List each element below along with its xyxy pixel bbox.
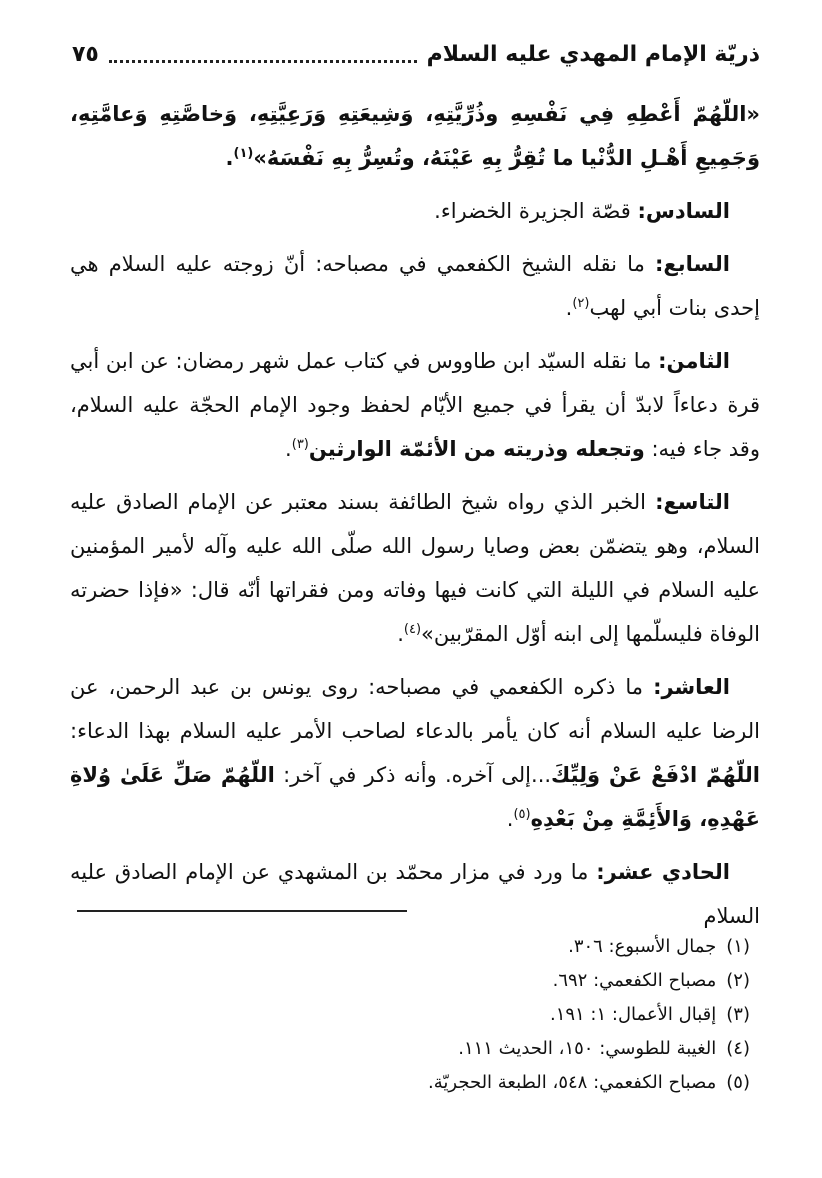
footnote-item [62,1066,760,1100]
footnote-number: (١) [726,936,750,957]
seventh-text: ما نقله الشيخ الكفعمي في مصباحه: أنّ زوجته عليه السلام هي إحدى بنات أبي لهب [70,252,760,320]
footnote-ref-1[interactable]: (١) [233,146,254,161]
sixth-heading: السادس: [637,199,730,223]
tenth-text-2: ...إلى آخره. وأنه ذكر في آخر: [274,763,552,787]
eighth-end: . [285,437,292,461]
tenth-prayer-2: اللّهُمّ صَلِّ عَلَىٰ وُلاةِ عَهْدِهِ، وَالأَئِمَّةِ مِنْ بَعْدِهِ [70,763,760,831]
prayer-end: . [225,146,234,170]
footnote-item [62,1032,760,1066]
eleventh-text: ما ورد في مزار محمّد بن المشهدي عن الإمام الصادق عليه السلام [70,860,760,928]
footnotes [62,930,760,1100]
footnote-text: إقبال الأعمال: ١: ١٩١. [549,1004,717,1025]
footnote-text: الغيبة للطوسي: ١٥٠، الحديث ١١١. [458,1038,717,1059]
tenth-end: . [506,807,514,831]
footnote-number: (٥) [726,1072,750,1093]
page-number: ٧٥ [72,41,99,67]
paragraph-ninth [70,480,760,656]
running-header [72,34,760,74]
seventh-end: . [565,296,573,320]
eleventh-heading: الحادي عشر: [596,860,730,884]
paragraph-tenth [70,665,760,841]
footnote-text: جمال الأسبوع: ٣٠٦. [568,936,717,957]
seventh-heading: السابع: [655,252,730,276]
footnote-number: (٢) [726,970,750,991]
footnote-divider [77,910,407,912]
ninth-text: الخبر الذي رواه شيخ الطائفة بسند معتبر عن الإمام الصادق عليه السلام، وهو يتضمّن بعض وصايا رسول الله صلّى الله عليه وآله لأمير المؤمنين عليه السلام في الليلة التي كانت فيها وفاته ومن فقراتها أنّه قال: «فإذا حضرته الوفاة فليسلّمها إلى ابنه أوّل المقرّبين» [70,490,760,646]
eighth-heading: الثامن: [658,349,730,373]
footnote-text: مصباح الكفعمي: ٥٤٨، الطبعة الحجريّة. [428,1072,717,1093]
ninth-end: . [397,622,404,646]
footnote-item [62,964,760,998]
eighth-text: ما نقله السيّد ابن طاووس في كتاب عمل شهر رمضان: عن ابن أبي قرة دعاءاً لابدّ أن يقرأ في جميع الأيّام لحفظ وجود الإمام الحجّة عليه السلام، وقد جاء فيه: [70,349,760,461]
ninth-heading: التاسع: [655,490,730,514]
footnote-number: (٤) [726,1038,750,1059]
header-dotted-leader [109,38,417,63]
tenth-text-1: ما ذكره الكفعمي في مصباحه: روى يونس بن عبد الرحمن، عن الرضا عليه السلام أنه كان يأمر بالدعاء لصاحب الأمر عليه السلام بهذا الدعاء: [70,675,760,743]
paragraph-eleventh [70,850,760,938]
footnote-text: مصباح الكفعمي: ٦٩٢. [552,970,717,991]
footnote-number: (٣) [726,1004,750,1025]
sixth-text: قصّة الجزيرة الخضراء. [434,199,638,223]
tenth-heading: العاشر: [653,675,730,699]
paragraph-prayer [70,92,760,180]
paragraph-seventh [70,242,760,330]
footnote-ref-2[interactable]: (٢) [572,296,590,311]
prayer-text: «اللّهُمّ أَعْطِهِ فِي نَفْسِهِ وذُرِّيَّتِهِ، وَشِيعَتِهِ وَرَعِيَّتِهِ، وَخاصَّتِهِ وَعامَّتِهِ، وَجَمِيعِ أَهْـلِ الدُّنْيا ما تُقِرُّ بِهِ عَيْنَهُ، وتُسِرُّ بِهِ نَفْسَهُ» [70,102,760,170]
paragraph-sixth [70,189,760,233]
footnote-ref-4[interactable]: (٤) [403,622,422,637]
footnote-item [62,930,760,964]
footnote-ref-3[interactable]: (٣) [291,437,309,452]
tenth-prayer-1: اللّهُمّ ادْفَعْ عَنْ وَلِيِّكَ [551,763,760,787]
paragraph-eighth [70,339,760,471]
footnote-ref-5[interactable]: (٥) [513,807,531,822]
footnote-item [62,998,760,1032]
eighth-quote: وتجعله وذريته من الأئمّة الوارثين [308,437,645,461]
body-text [70,92,760,947]
header-title: ذريّة الإمام المهدي عليه السلام [426,41,760,67]
